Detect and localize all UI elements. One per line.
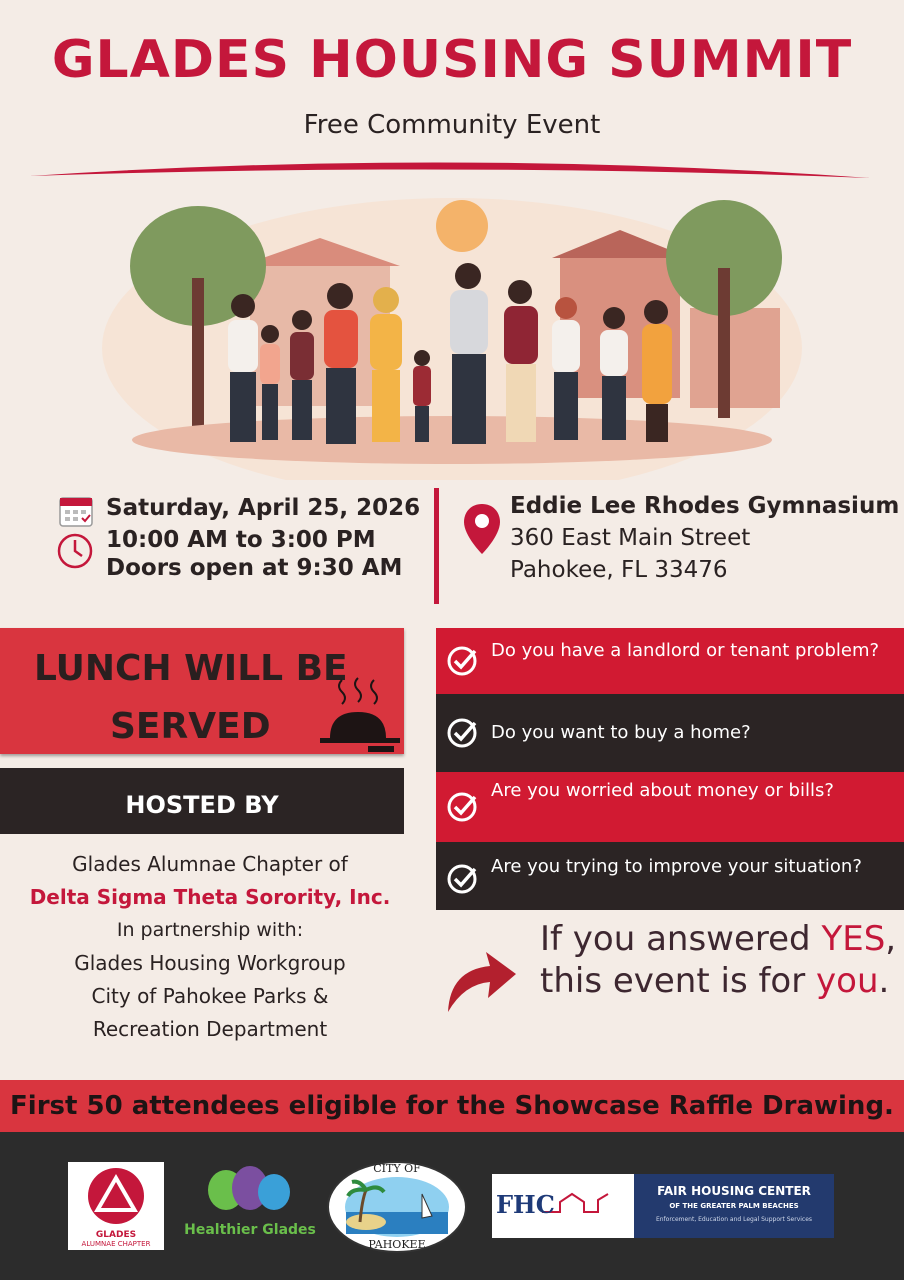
fhc-abbr: FHC: [496, 1190, 555, 1219]
partner-city-1: City of Pahokee Parks &: [91, 984, 329, 1008]
glades-logo-subtext: ALUMNAE CHAPTER: [81, 1240, 151, 1248]
partner-city-2: Recreation Department: [92, 1017, 328, 1041]
event-doors: Doors open at 9:30 AM: [106, 555, 403, 581]
question-item: [436, 628, 904, 694]
glades-chapter-logo: [68, 1162, 164, 1250]
question-item: [436, 842, 904, 910]
host-sorority: Delta Sigma Theta Sorority, Inc.: [29, 885, 391, 909]
fhc-name: FAIR HOUSING CENTER: [657, 1184, 811, 1198]
venue-city: Pahokee, FL 33476: [510, 557, 728, 583]
answer-callout: [540, 918, 900, 1002]
healthier-glades-icon: [180, 1162, 320, 1218]
lunch-line-1: LUNCH WILL BE: [34, 648, 348, 689]
city-seal-top-text: CITY OF: [373, 1162, 421, 1175]
check-circle-icon: [446, 716, 480, 750]
location-pin-icon: [462, 502, 502, 556]
answer-part-2: , this event is for: [540, 919, 897, 1001]
healthier-glades-text: Healthier Glades: [184, 1222, 316, 1238]
clock-icon: [56, 532, 94, 570]
raffle-banner: First 50 attendees eligible for the Showcase Raffle Drawing.: [0, 1080, 904, 1132]
host-info: [0, 848, 420, 1046]
fhc-tagline: Enforcement, Education and Legal Support Services: [655, 1216, 813, 1223]
info-divider: [434, 488, 439, 604]
delta-crest-icon: [68, 1162, 164, 1226]
event-time: 10:00 AM to 3:00 PM: [106, 527, 376, 553]
question-text: Are you trying to improve your situation?: [491, 856, 862, 877]
check-circle-icon: [446, 644, 480, 678]
question-text: Do you want to buy a home?: [491, 722, 751, 743]
question-item: [436, 694, 904, 772]
venue-street: 360 East Main Street: [510, 525, 751, 551]
answer-you: you: [816, 961, 879, 1001]
host-partnership: In partnership with:: [116, 919, 304, 941]
serving-platter-icon: [316, 676, 402, 752]
calendar-icon: [58, 492, 94, 528]
answer-end: .: [878, 961, 890, 1001]
venue-details: [510, 490, 900, 586]
check-circle-icon: [446, 790, 480, 824]
community-illustration: [0, 148, 904, 480]
fhc-subtitle: OF THE GREATER PALM BEACHES: [669, 1202, 799, 1210]
partner-workgroup: Glades Housing Workgroup: [74, 951, 346, 975]
curved-arrow-icon: [440, 940, 520, 1020]
answer-yes: YES: [821, 919, 886, 959]
venue-name: Eddie Lee Rhodes Gymnasium: [510, 493, 900, 519]
healthier-glades-logo: [180, 1162, 320, 1254]
event-title: GLADES HOUSING SUMMIT: [51, 30, 853, 90]
question-text: Are you worried about money or bills?: [491, 780, 834, 801]
question-item: [436, 772, 904, 842]
event-subtitle: Free Community Event: [303, 110, 601, 140]
question-text: Do you have a landlord or tenant problem?: [491, 640, 880, 661]
event-date: Saturday, April 25, 2026: [106, 495, 421, 521]
glades-logo-text: GLADES: [95, 1230, 137, 1240]
fhc-mark: [492, 1174, 634, 1238]
lunch-line-2: SERVED: [110, 706, 271, 747]
fair-housing-center-logo: [492, 1174, 834, 1238]
hosted-by-banner: HOSTED BY: [0, 768, 404, 834]
city-of-pahokee-seal: [326, 1160, 468, 1254]
answer-part-1: If you answered: [540, 919, 822, 959]
host-chapter: Glades Alumnae Chapter of: [72, 852, 348, 876]
city-seal-bottom-text: PAHOKEE: [368, 1238, 426, 1251]
check-circle-icon: [446, 862, 480, 896]
fhc-text-panel: [634, 1174, 834, 1238]
